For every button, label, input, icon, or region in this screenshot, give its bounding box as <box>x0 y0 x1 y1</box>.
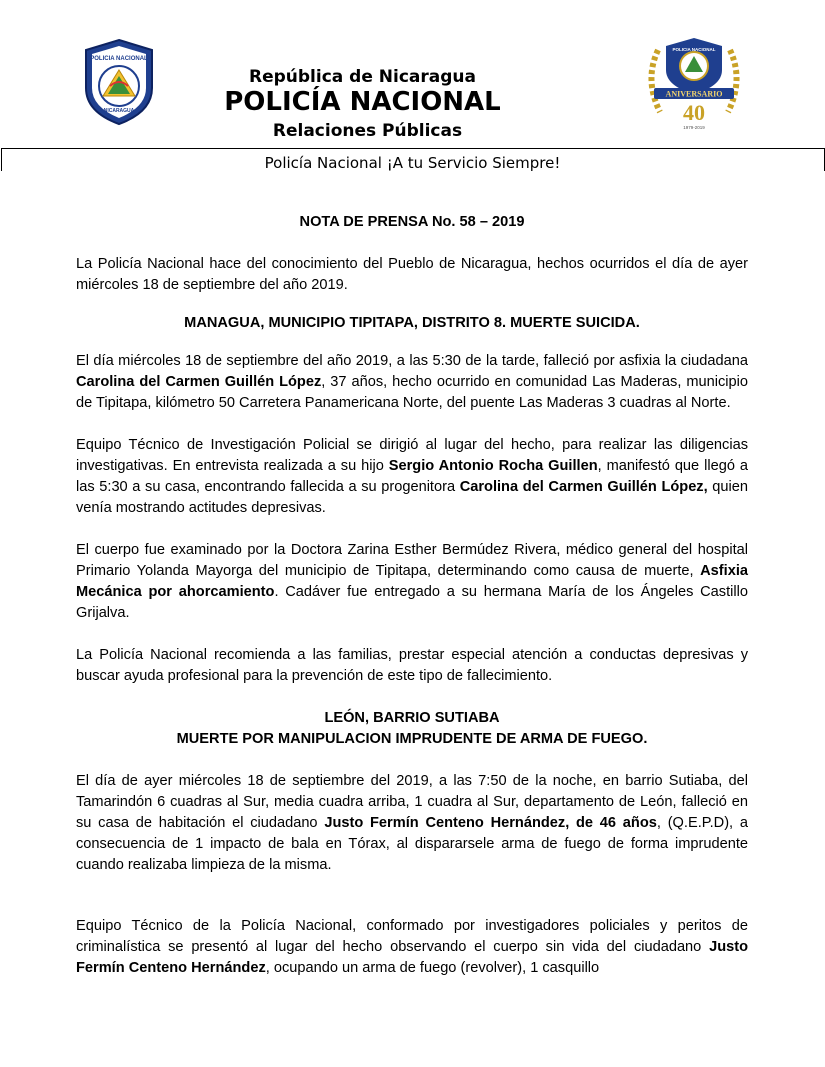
svg-text:NICARAGUA: NICARAGUA <box>103 108 135 114</box>
section2-heading-line1: LEÓN, BARRIO SUTIABA <box>324 710 500 726</box>
document-title: NOTA DE PRENSA No. 58 – 2019 <box>299 214 525 230</box>
section2-heading-line2: MUERTE POR MANIPULACION IMPRUDENTE DE ARMA DE FUEGO. <box>176 731 648 747</box>
header-institution: POLICÍA NACIONAL <box>224 87 501 117</box>
section2-paragraph2: Equipo Técnico de la Policía Nacional, conformado por investigadores policiales y peritos de criminalística se presentó al lugar del hecho observando el cuerpo sin vida del ciudadano Justo Fermín Centeno Hernández, ocupando un arma de fuego (revolver), 1 casquillo <box>76 918 748 976</box>
svg-text:ANIVERSARIO: ANIVERSARIO <box>665 89 723 99</box>
section1-paragraph2: Equipo Técnico de Investigación Policial se dirigió al lugar del hecho, para realizar las diligencias investigativas. En entrevista realizada a su hijo Sergio Antonio Rocha Guillen, manifestó que llegó a las 5:30 a su casa, encontrando fallecida a su progenitora Carolina del Carmen Guillén López, quien venía mostrando actitudes depresivas. <box>76 437 748 516</box>
section1-paragraph3: El cuerpo fue examinado por la Doctora Zarina Esther Bermúdez Rivera, médico general del hospital Primario Yolanda Mayorga del municipio de Tipitapa, determinando como causa de muerte, Asfixia Mecánica por ahorcamiento. Cadáver fue entregado a su hermana María de los Ángeles Castillo Grijalva. <box>76 542 748 621</box>
press-release-body <box>76 212 748 979</box>
section1-paragraph4: La Policía Nacional recomienda a las familias, prestar especial atención a conductas depresivas y buscar ayuda profesional para la prevención de este tipo de fallecimiento. <box>76 647 748 684</box>
svg-text:POLICIA NACIONAL: POLICIA NACIONAL <box>90 56 148 62</box>
motto: Policía Nacional ¡A tu Servicio Siempre! <box>264 154 561 172</box>
svg-text:1979-2019: 1979-2019 <box>683 125 705 130</box>
intro-paragraph: La Policía Nacional hace del conocimiento del Pueblo de Nicaragua, hechos ocurridos el día de ayer miércoles 18 de septiembre del año 2019. <box>76 256 748 293</box>
section2-paragraph1: El día de ayer miércoles 18 de septiembre del 2019, a las 7:50 de la noche, en barrio Sutiaba, del Tamarindón 6 cuadras al Sur, media cuadra arriba, 1 cuadra al Sur, departamento de León, falleció en su casa de habitación el ciudadano Justo Fermín Centeno Hernández, de 46 años, (Q.E.P.D), a consecuencia de 1 impacto de bala en Tórax, al dispararsele arma de fuego de forma imprudente cuando realizaba limpieza de la misma. <box>76 773 748 873</box>
section1-heading: MANAGUA, MUNICIPIO TIPITAPA, DISTRITO 8. MUERTE SUICIDA. <box>184 315 640 331</box>
section1-paragraph1: El día miércoles 18 de septiembre del año 2019, a las 5:30 de la tarde, falleció por asfixia la ciudadana Carolina del Carmen Guillén López, 37 años, hecho ocurrido en comunidad Las Maderas, municipio de Tipitapa, kilómetro 50 Carretera Panamericana Norte, del puente Las Maderas 3 cuadras al Norte. <box>76 353 748 411</box>
svg-text:40: 40 <box>683 100 705 125</box>
header-department: Relaciones Públicas <box>272 121 463 141</box>
svg-text:POLICIA NACIONAL: POLICIA NACIONAL <box>672 47 716 52</box>
header-republic: República de Nicaragua <box>248 67 476 87</box>
